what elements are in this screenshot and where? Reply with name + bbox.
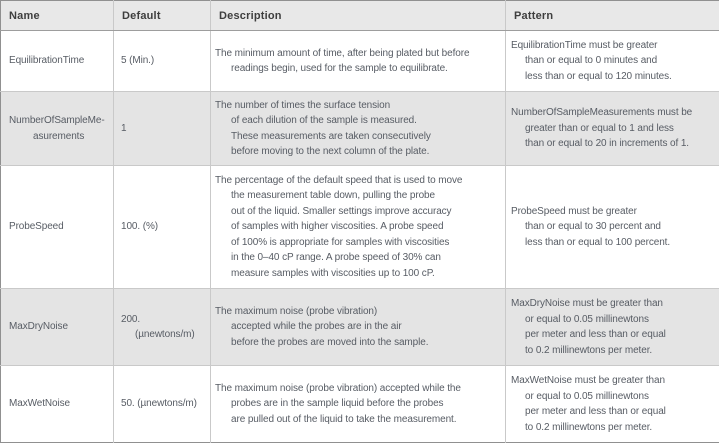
default-cell <box>114 366 211 443</box>
description-line: are pulled out of the liquid to take the measurement. <box>231 413 457 425</box>
description-line: The percentage of the default speed that is used to move <box>215 174 463 186</box>
pattern-line: MaxWetNoise must be greater than <box>511 375 665 386</box>
description-line: The number of times the surface tension <box>215 99 391 111</box>
default-text: 200. <box>121 313 141 325</box>
default-cell <box>114 166 211 289</box>
description-cell <box>211 31 506 92</box>
pattern-line: greater than or equal to 1 and less <box>525 122 674 134</box>
table-row-numberofsamplemeasurements <box>1 92 719 166</box>
table-row-equilibrationtime <box>1 31 719 92</box>
description-line: The minimum amount of time, after being plated but before <box>215 47 470 59</box>
pattern-line: per meter and less than or equal <box>525 329 666 340</box>
name-cell <box>1 366 114 443</box>
column-header-pattern: Pattern <box>506 1 719 31</box>
description-cell <box>211 92 506 166</box>
name-cell <box>1 31 114 92</box>
description-line: accepted while the probes are in the air <box>231 321 402 333</box>
name-text: MaxWetNoise <box>9 398 70 410</box>
name-text: MaxDryNoise <box>9 321 68 333</box>
default-text: 50. (µnewtons/m) <box>121 398 197 410</box>
name-text: ProbeSpeed <box>9 221 64 233</box>
default-text: (µnewtons/m) <box>135 329 195 340</box>
default-text: 1 <box>121 122 127 134</box>
description-cell <box>211 289 506 366</box>
description-line: of each dilution of the sample is measured. <box>231 115 417 126</box>
pattern-line: to 0.2 millinewtons per meter. <box>525 421 653 433</box>
pattern-line: than or equal to 0 minutes and <box>525 55 658 67</box>
pattern-cell <box>506 366 719 443</box>
pattern-line: NumberOfSampleMeasurements must be <box>511 107 693 119</box>
description-line: readings begin, used for the sample to equilibrate. <box>231 63 448 74</box>
pattern-cell <box>506 166 719 289</box>
pattern-cell <box>506 92 719 166</box>
table-row-maxdrynoise <box>1 289 719 366</box>
description-line: of samples with higher viscosities. A probe speed <box>231 221 444 233</box>
description-line: of 100% is appropriate for samples with viscosities <box>231 236 450 248</box>
default-cell <box>114 289 211 366</box>
description-line: The maximum noise (probe vibration) accepted while the <box>215 382 461 394</box>
pattern-line: or equal to 0.05 millinewtons <box>525 313 649 325</box>
pattern-line: EquilibrationTime must be greater <box>511 39 658 51</box>
column-header-default: Default <box>114 1 211 31</box>
default-text: 100. (%) <box>121 221 158 233</box>
pattern-line: less than or equal to 100 percent. <box>525 236 671 248</box>
header-row <box>1 1 719 31</box>
description-line: measure samples with viscosities up to 100 cP. <box>231 267 435 279</box>
pattern-line: than or equal to 30 percent and <box>525 221 661 233</box>
name-cell <box>1 92 114 166</box>
description-line: in the 0–40 cP range. A probe speed of 30% can <box>231 252 441 264</box>
name-cell <box>1 166 114 289</box>
description-line: The maximum noise (probe vibration) <box>215 305 378 317</box>
description-line: out of the liquid. Smaller settings improve accuracy <box>231 205 452 217</box>
column-header-name: Name <box>1 1 114 31</box>
default-cell <box>114 92 211 166</box>
description-line: probes are in the sample liquid before the probes <box>231 398 444 410</box>
description-line: the measurement table down, pulling the probe <box>231 190 435 202</box>
name-text: NumberOfSampleMe- <box>9 115 105 126</box>
pattern-cell <box>506 289 719 366</box>
pattern-line: less than or equal to 120 minutes. <box>525 70 672 82</box>
description-cell <box>211 166 506 289</box>
name-cell <box>1 289 114 366</box>
description-cell <box>211 366 506 443</box>
name-text: asurements <box>33 130 85 142</box>
description-line: before the probes are moved into the sample. <box>231 336 429 348</box>
table-row-maxwetnoise <box>1 366 719 443</box>
description-line: before moving to the next column of the plate. <box>231 146 430 157</box>
pattern-line: or equal to 0.05 millinewtons <box>525 390 649 402</box>
table-header <box>1 1 719 31</box>
pattern-line: to 0.2 millinewtons per meter. <box>525 344 653 356</box>
pattern-line: MaxDryNoise must be greater than <box>511 298 663 309</box>
pattern-cell <box>506 31 719 92</box>
pattern-line: than or equal to 20 in increments of 1. <box>525 138 689 150</box>
name-text: EquilibrationTime <box>9 55 85 67</box>
default-cell <box>114 31 211 92</box>
default-text: 5 (Min.) <box>121 55 155 67</box>
pattern-line: ProbeSpeed must be greater <box>511 205 637 217</box>
description-line: These measurements are taken consecutively <box>231 130 431 142</box>
pattern-line: per meter and less than or equal <box>525 406 666 417</box>
column-header-description: Description <box>211 1 506 31</box>
table-row-probespeed <box>1 166 719 289</box>
